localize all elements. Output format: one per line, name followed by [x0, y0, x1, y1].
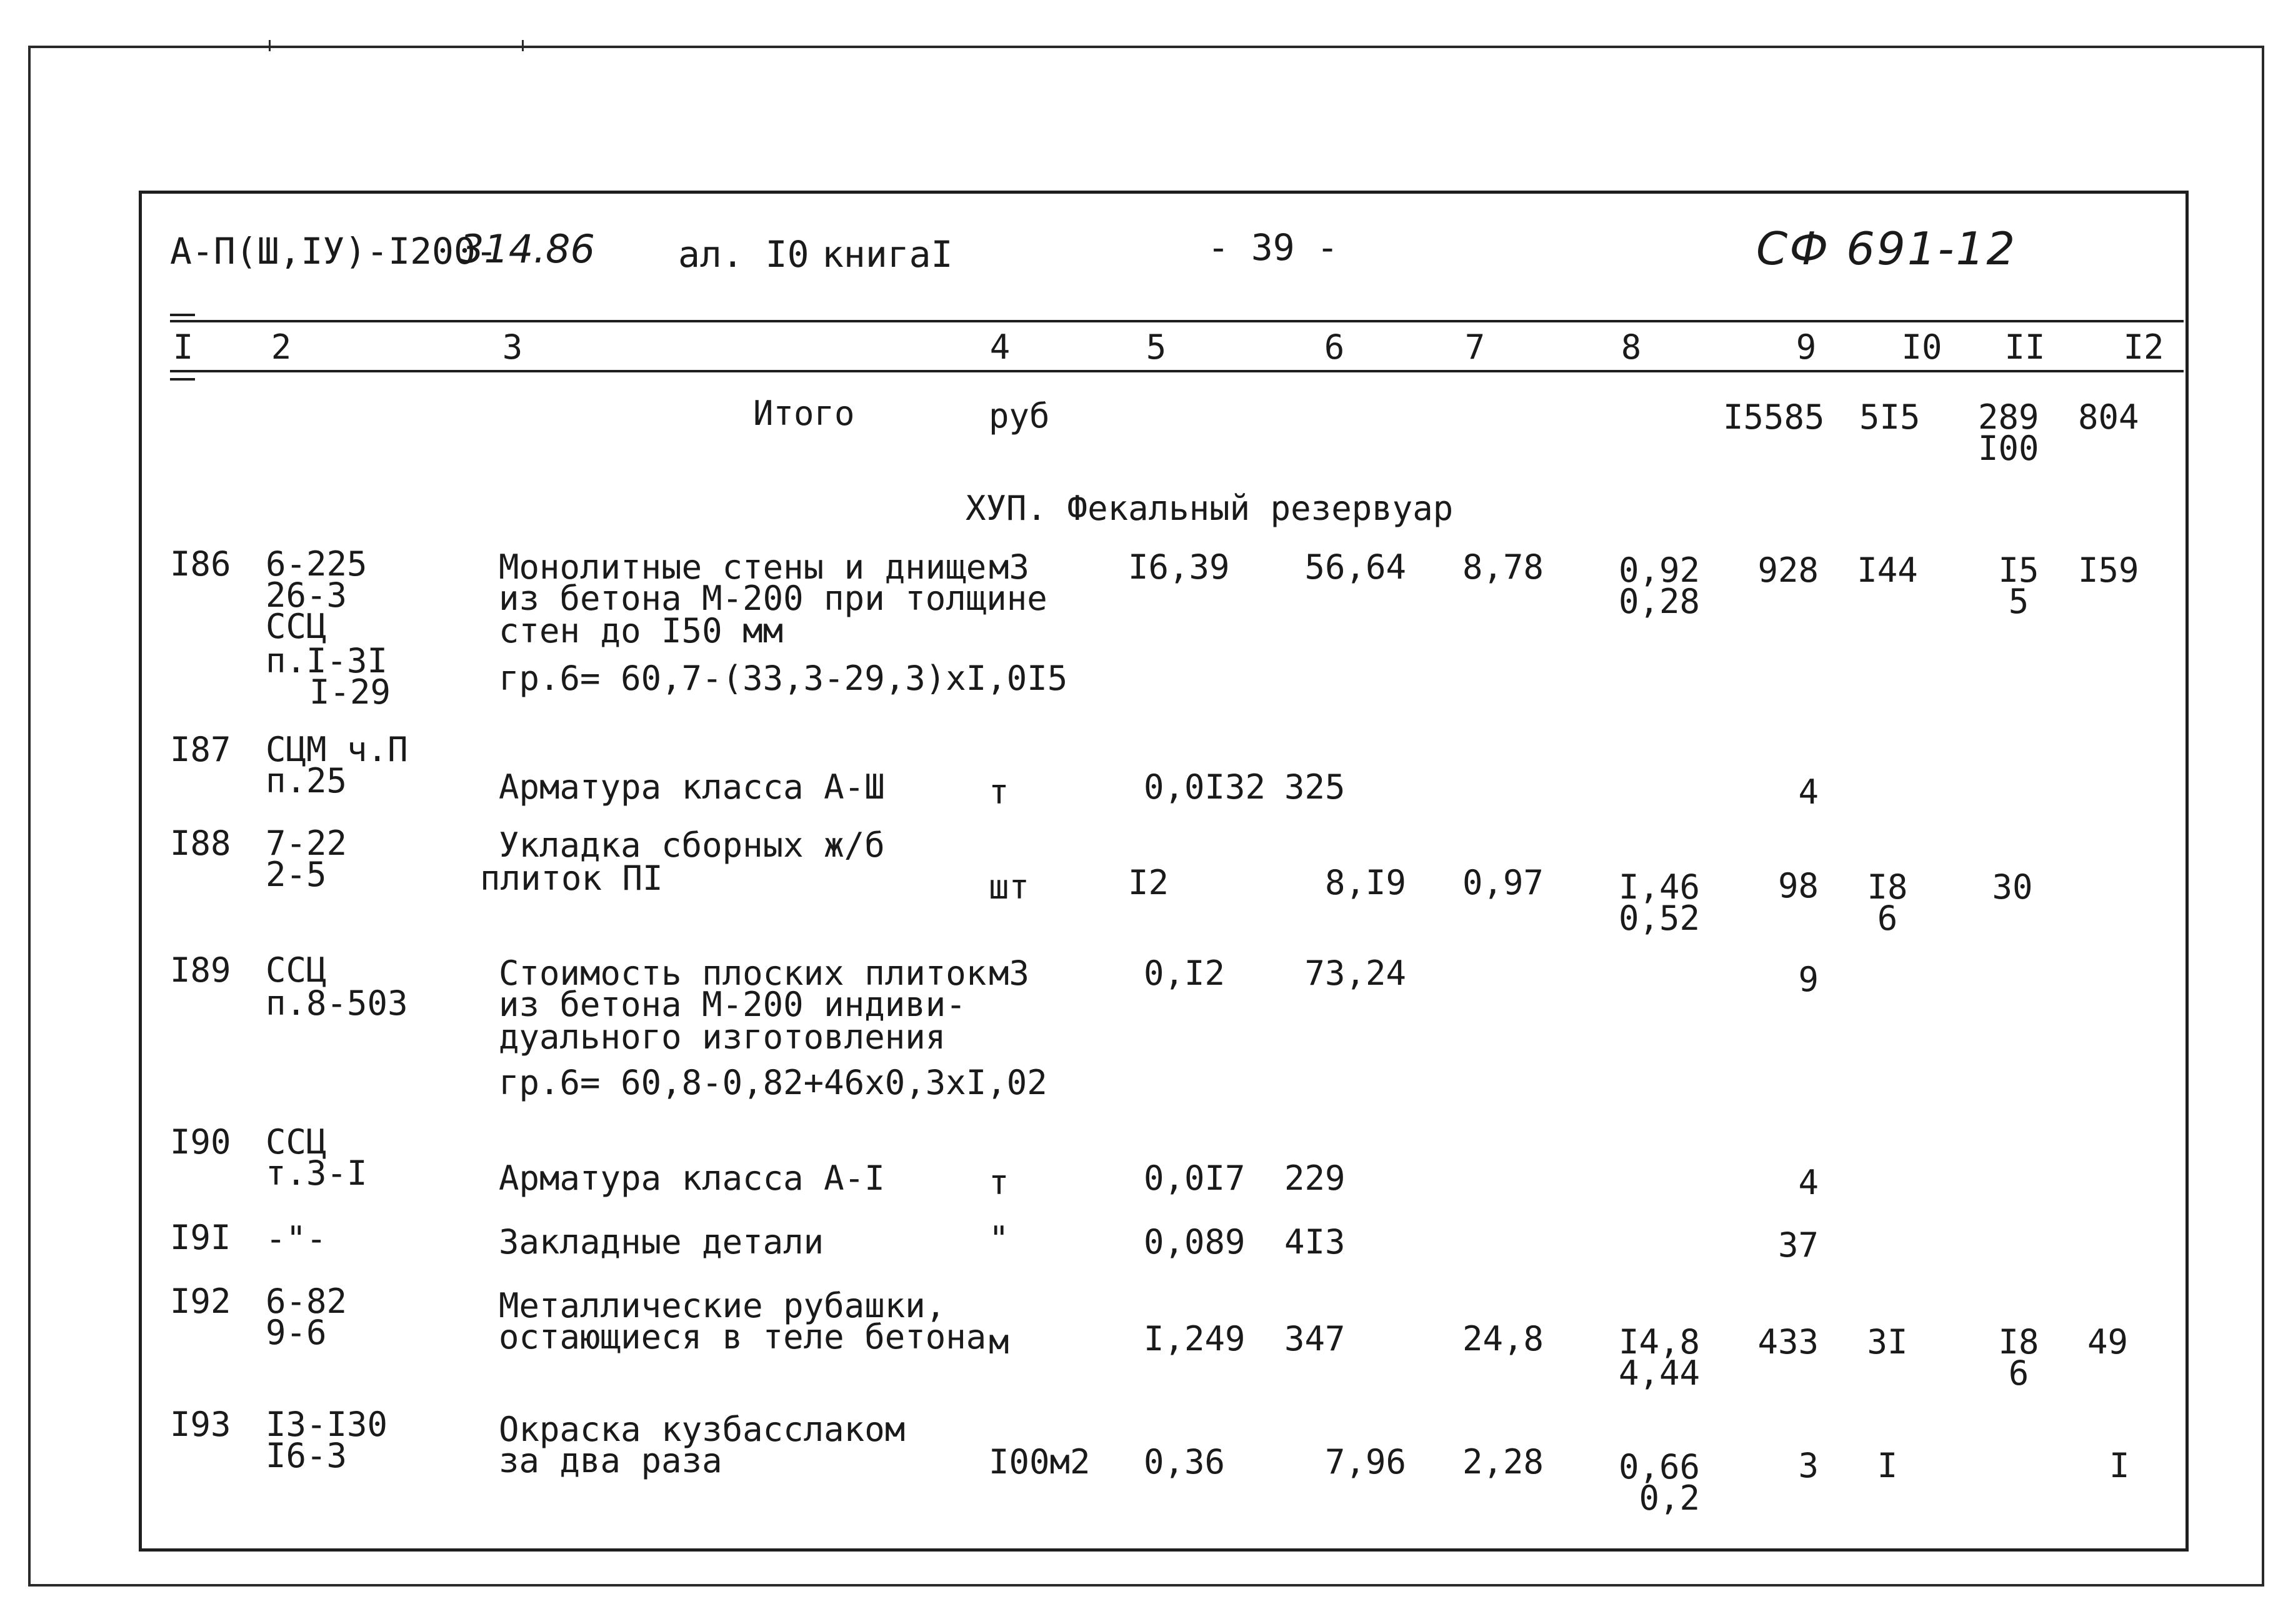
row-description: стен до I50 мм: [499, 611, 784, 650]
stamp-code: СФ 691-12: [1756, 222, 2017, 275]
row-quantity: 0,089: [1144, 1222, 1246, 1262]
row-col11: 30: [1992, 867, 2033, 907]
row-col9: 4: [1798, 772, 1819, 812]
row-col10: 3I: [1867, 1322, 1908, 1362]
strip-mark: [170, 314, 195, 316]
row-col12: I59: [2078, 550, 2139, 590]
row-code: 26-3: [266, 575, 347, 615]
row-quantity: 0,36: [1144, 1442, 1226, 1482]
row-formula: гр.6= 60,8-0,82+46х0,3хI,02: [499, 1063, 1047, 1102]
row-col9: 433: [1757, 1322, 1819, 1362]
row-code: 2-5: [266, 855, 327, 894]
row-code: п.I-3I: [266, 641, 388, 680]
row-col7: 24,8: [1462, 1319, 1544, 1358]
row-col8: 0,2: [1639, 1478, 1700, 1518]
row-number: I93: [170, 1405, 231, 1444]
row-col7: 0,97: [1462, 863, 1544, 902]
row-description: из бетона М-200 при толщине: [499, 579, 1047, 618]
column-number: I2: [2123, 327, 2164, 367]
row-unit-price: 325: [1284, 767, 1346, 807]
row-col11: I5: [1998, 550, 2039, 590]
total-col12: 804: [2078, 397, 2139, 437]
row-description: Стоимость плоских плиток: [499, 954, 987, 993]
total-col11: I00: [1978, 429, 2039, 468]
row-col7: 8,78: [1462, 547, 1544, 587]
row-unit-price: 229: [1284, 1158, 1346, 1198]
frame-tick: [269, 40, 271, 51]
row-description: остающиеся в теле бетона: [499, 1317, 987, 1357]
row-unit: т: [989, 1163, 1009, 1202]
page-number: - 39 -: [1207, 226, 1339, 269]
row-code: 7-22: [266, 824, 347, 863]
row-code: ССЦ: [266, 607, 327, 646]
column-number: II: [2004, 327, 2046, 367]
row-col8: 0,28: [1618, 582, 1700, 621]
column-number: 2: [271, 327, 292, 367]
frame-tick: [522, 40, 524, 51]
row-col8: 0,66: [1618, 1447, 1700, 1487]
row-code: I6-3: [266, 1436, 347, 1475]
row-code: п.25: [266, 761, 347, 800]
row-unit: ": [989, 1219, 1009, 1258]
column-number: I0: [1901, 327, 1942, 367]
row-number: I92: [170, 1282, 231, 1321]
row-col8: I4,8: [1618, 1322, 1700, 1362]
row-col10: 6: [1877, 899, 1898, 938]
row-number: I86: [170, 544, 231, 584]
column-number: 6: [1324, 327, 1345, 367]
row-col10: I: [1877, 1446, 1898, 1485]
row-number: I88: [170, 824, 231, 863]
row-col7: 2,28: [1462, 1442, 1544, 1482]
row-code: 6-225: [266, 544, 367, 584]
row-description: Арматура класса А-I: [499, 1158, 885, 1198]
row-formula: гр.6= 60,7-(33,3-29,3)хI,0I5: [499, 659, 1068, 698]
row-code: т.3-I: [266, 1153, 367, 1193]
row-code: 6-82: [266, 1282, 347, 1321]
total-label: Итого: [753, 394, 855, 433]
row-unit: м3: [989, 547, 1030, 587]
row-unit: I00м2: [989, 1442, 1091, 1482]
row-col8: 0,92: [1618, 550, 1700, 590]
row-description: из бетона М-200 индиви-: [499, 985, 966, 1024]
row-number: I87: [170, 730, 231, 769]
row-col9: 37: [1777, 1225, 1819, 1265]
row-col9: 3: [1798, 1446, 1819, 1485]
row-col11: 6: [2008, 1353, 2029, 1393]
row-col10: I44: [1857, 550, 1918, 590]
row-col12: I: [2109, 1446, 2130, 1485]
section-title: ХУП. Фекальный резервуар: [966, 489, 1454, 528]
book-number: книгаI: [822, 233, 953, 276]
row-col8: 0,52: [1618, 899, 1700, 938]
column-strip-top-rule: [170, 320, 2184, 322]
row-quantity: I,249: [1144, 1319, 1246, 1358]
row-col11: 5: [2008, 582, 2029, 621]
row-quantity: 0,0I32: [1144, 767, 1266, 807]
column-number: 7: [1464, 327, 1486, 367]
row-description: Металлические рубашки,: [499, 1286, 946, 1325]
row-quantity: 0,I2: [1144, 954, 1226, 993]
row-code: I3-I30: [266, 1405, 388, 1444]
row-number: I9I: [170, 1218, 231, 1257]
row-number: I89: [170, 950, 231, 990]
column-number: I: [172, 327, 194, 367]
row-code: п.8-503: [266, 984, 408, 1023]
strip-mark: [170, 378, 195, 381]
row-unit-price: 4I3: [1284, 1222, 1346, 1262]
row-code: -"-: [266, 1219, 327, 1258]
row-number: I90: [170, 1122, 231, 1162]
row-unit-price: 8,I9: [1324, 863, 1406, 902]
row-code: I-29: [309, 672, 391, 712]
row-code: СЦМ ч.П: [266, 730, 408, 769]
column-number: 9: [1796, 327, 1817, 367]
total-col11: 289: [1978, 397, 2039, 437]
row-col12: 49: [2087, 1322, 2129, 1362]
document-code: А-П(Ш,IУ)-I200-: [170, 230, 497, 272]
album-number: ал. I0: [678, 233, 809, 276]
row-description: Окраска кузбасслаком: [499, 1410, 906, 1449]
row-col9: 4: [1798, 1163, 1819, 1202]
row-description: Монолитные стены и днище: [499, 547, 987, 587]
row-quantity: I6,39: [1128, 547, 1230, 587]
row-unit: т: [989, 772, 1009, 812]
row-code: ССЦ: [266, 950, 327, 990]
row-unit: м: [989, 1322, 1009, 1362]
row-description: плиток ПI: [480, 859, 663, 898]
row-unit-price: 56,64: [1304, 547, 1406, 587]
column-number: 3: [502, 327, 523, 367]
column-number: 4: [989, 327, 1011, 367]
row-description: Арматура класса А-Ш: [499, 767, 885, 807]
row-quantity: I2: [1128, 863, 1169, 902]
row-col8: 4,44: [1618, 1353, 1700, 1393]
total-unit: руб: [989, 396, 1050, 436]
row-description: Закладные детали: [499, 1222, 824, 1262]
row-col9: 98: [1777, 866, 1819, 905]
row-quantity: 0,0I7: [1144, 1158, 1246, 1198]
row-col9: 9: [1798, 960, 1819, 999]
row-code: ССЦ: [266, 1122, 327, 1162]
row-unit-price: 347: [1284, 1319, 1346, 1358]
row-unit-price: 7,96: [1324, 1442, 1406, 1482]
row-description: за два раза: [499, 1441, 722, 1480]
row-col10: I8: [1867, 867, 1908, 907]
row-unit: м3: [989, 954, 1030, 993]
row-description: дуального изготовления: [499, 1017, 946, 1057]
row-col9: 928: [1757, 550, 1819, 590]
total-col10: 5I5: [1859, 397, 1921, 437]
row-unit-price: 73,24: [1304, 954, 1406, 993]
row-col11: I8: [1998, 1322, 2039, 1362]
row-unit: шт: [989, 867, 1030, 907]
document-code-handwritten: 314.86: [459, 226, 595, 272]
total-col9: I5585: [1723, 397, 1825, 437]
row-description: Укладка сборных ж/б: [499, 825, 885, 865]
column-number: 5: [1146, 327, 1167, 367]
row-code: 9-6: [266, 1313, 327, 1352]
column-number: 8: [1621, 327, 1642, 367]
row-col8: I,46: [1618, 867, 1700, 907]
column-strip-bottom-rule: [170, 370, 2184, 372]
